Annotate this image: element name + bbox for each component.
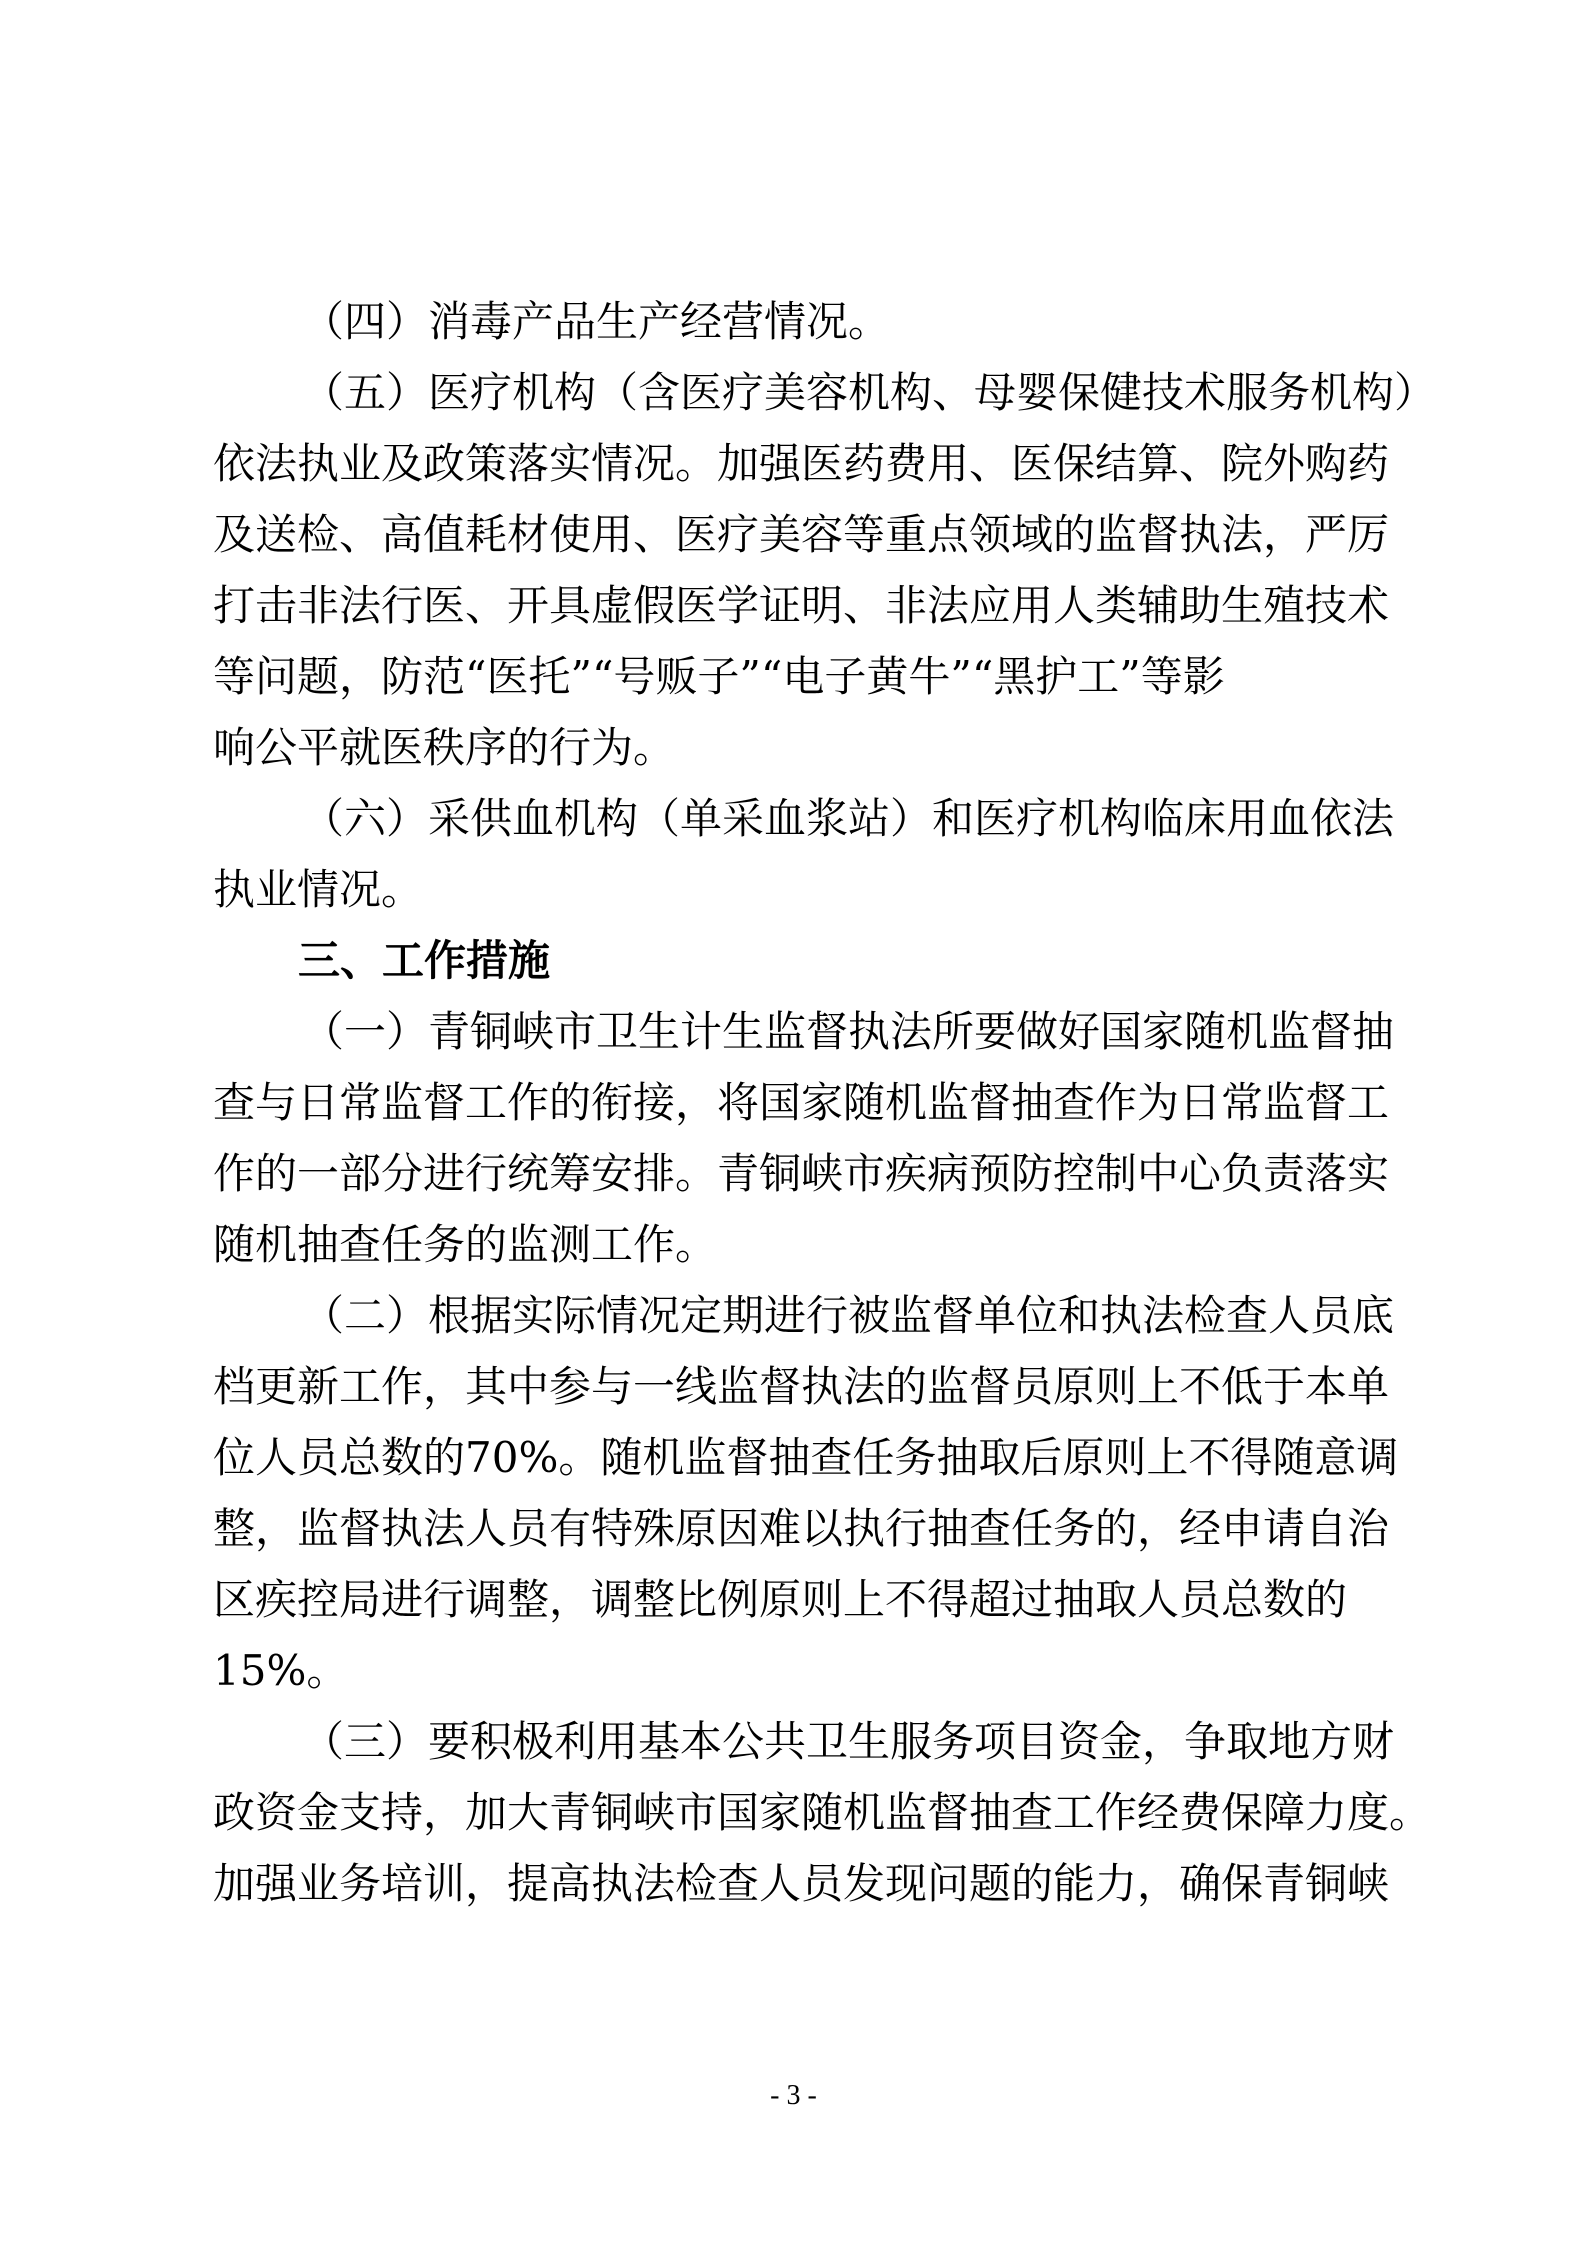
measure-3-line-3: 加强业务培训，提高执法检查人员发现问题的能力，确保青铜峡 — [213, 1859, 1390, 1908]
measure-2-line-2: 档更新工作，其中参与一线监督执法的监督员原则上不低于本单 — [213, 1362, 1390, 1411]
measure-1-line-4: 随机抽查任务的监测工作。 — [213, 1220, 718, 1269]
section-heading-work-measures: 三、工作措施 — [298, 936, 551, 985]
item-5-line-5: 等问题，防范“医托”“号贩子”“电子黄牛”“黑护工”等影 — [213, 652, 1225, 701]
item-5-line-4: 打击非法行医、开具虚假医学证明、非法应用人类辅助生殖技术 — [213, 581, 1390, 630]
measure-1-line-3: 作的一部分进行统筹安排。青铜峡市疾病预防控制中心负责落实 — [213, 1149, 1390, 1198]
measure-2-line-3: 位人员总数的70%。随机监督抽查任务抽取后原则上不得随意调 — [213, 1433, 1399, 1482]
measure-2-line-4: 整，监督执法人员有特殊原因难以执行抽查任务的，经申请自治 — [213, 1504, 1390, 1553]
measure-1-line-2: 查与日常监督工作的衔接，将国家随机监督抽查作为日常监督工 — [213, 1078, 1390, 1127]
measure-1-line-1: （一）青铜峡市卫生计生监督执法所要做好国家随机监督抽 — [302, 1007, 1395, 1056]
measure-2-line-6: 15%。 — [213, 1646, 349, 1695]
measure-3-line-2: 政资金支持，加大青铜峡市国家随机监督抽查工作经费保障力度。 — [213, 1788, 1432, 1837]
item-5-line-6: 响公平就医秩序的行为。 — [213, 723, 676, 772]
item-6-line-2: 执业情况。 — [213, 865, 424, 914]
item-4-line-1: （四）消毒产品生产经营情况。 — [302, 297, 891, 346]
measure-2-line-1: （二）根据实际情况定期进行被监督单位和执法检查人员底 — [302, 1291, 1395, 1340]
measure-2-line-5: 区疾控局进行调整，调整比例原则上不得超过抽取人员总数的 — [213, 1575, 1348, 1624]
measure-3-line-1: （三）要积极利用基本公共卫生服务项目资金，争取地方财 — [302, 1717, 1395, 1766]
item-5-line-1: （五）医疗机构（含医疗美容机构、母婴保健技术服务机构） — [302, 368, 1437, 417]
item-5-line-2: 依法执业及政策落实情况。加强医药费用、医保结算、院外购药 — [213, 439, 1390, 488]
item-5-line-3: 及送检、高值耗材使用、医疗美容等重点领域的监督执法，严厉 — [213, 510, 1390, 559]
page-number: - 3 - — [770, 2080, 817, 2111]
item-6-line-1: （六）采供血机构（单采血浆站）和医疗机构临床用血依法 — [302, 794, 1395, 843]
